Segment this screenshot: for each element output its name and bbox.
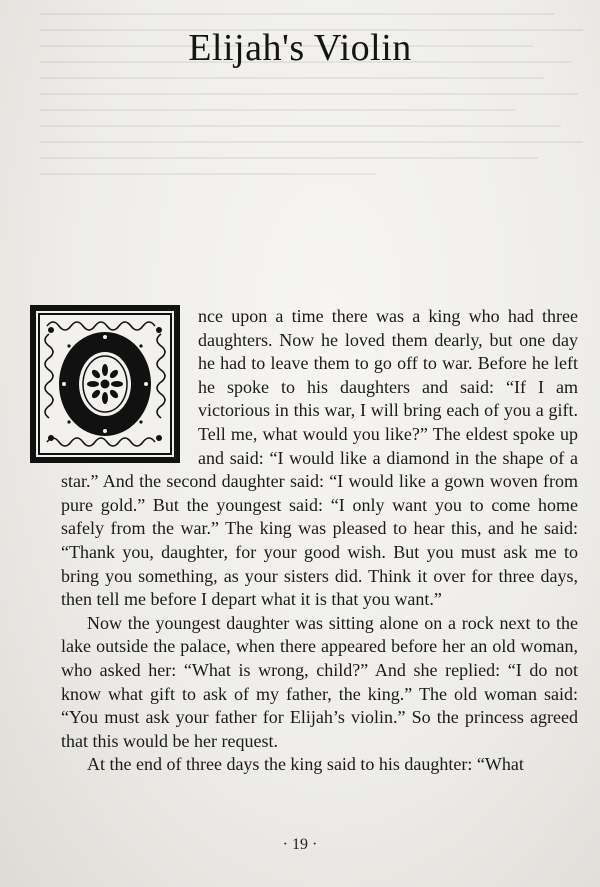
chapter-title: Elijah's Violin [188, 27, 412, 69]
drop-cap-space [61, 305, 198, 469]
paragraph-3: At the end of three days the king said to his daughter: “What [87, 754, 524, 775]
body-text [61, 305, 578, 777]
paragraph-2: Now the youngest daughter was sitting alone on a rock next to the lake outside the palace, when there appeared before her an old woman, who asked her: “What is wrong, child?” And she replied: “I do not know what gift to ask of my father, the king.” The old woman said: “You must ask your father for Elijah’s violin.” So the princess agreed that this would be her request. [61, 612, 578, 751]
page-number: · 19 · [282, 836, 318, 853]
paragraph-1: nce upon a time there was a king who had three daughters. Now he loved them dearly, but one day he had to leave them to go off to war. Before he left he spoke to his daughters and said: “If I am victorious in this war, I will bring each of you a gift. Tell me, what would you like?” The eldest spoke up and said: “I would like a diamond in the shape of a star.” And the second daughter said: “I would like a gown woven from pure gold.” But the youngest said: “I only want you to come home safely from the war.” The king was pleased to hear this, and he said: “Thank you, daughter, for your good wish. But you must ask me to bring you something, as your sisters did. Think it over for three days, then tell me before I depart what it is that you want.” [61, 306, 578, 610]
